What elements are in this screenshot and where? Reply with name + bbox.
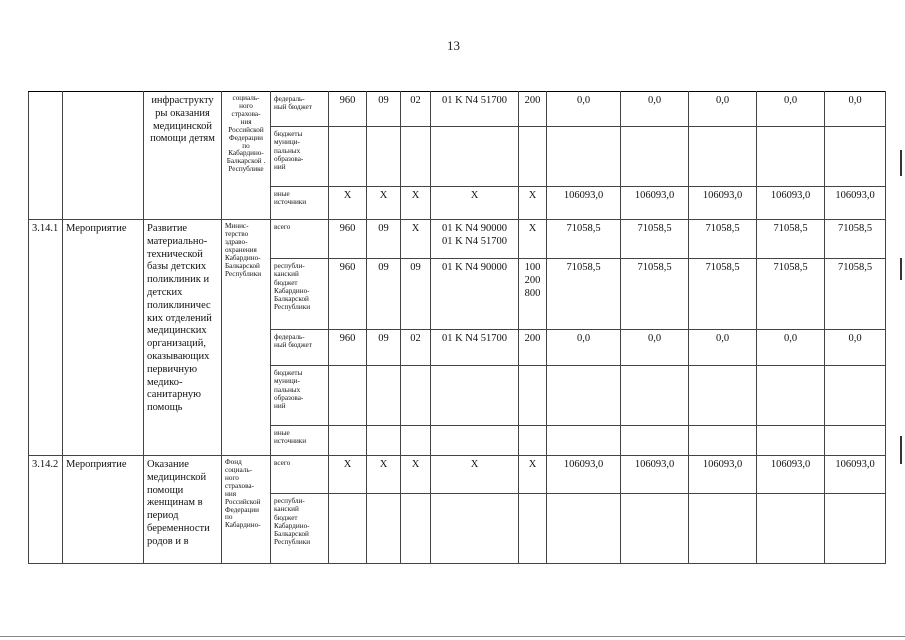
amount-year-5: 106093,0	[825, 456, 886, 494]
amount-year-3: 71058,5	[689, 220, 757, 259]
funding-source: бюджеты муници- пальных образова- ний	[271, 127, 329, 187]
amount-year-5: 71058,5	[825, 259, 886, 330]
target-article-code	[431, 366, 519, 426]
target-article-code: 01 K N4 51700	[431, 330, 519, 366]
target-article-code: X	[431, 456, 519, 494]
funding-source: всего	[271, 220, 329, 259]
subsection-code	[401, 426, 431, 456]
amount-year-2: 0,0	[621, 92, 689, 127]
funding-source: всего	[271, 456, 329, 494]
amount-year-2: 71058,5	[621, 259, 689, 330]
amount-year-5	[825, 366, 886, 426]
grbs-code: X	[329, 456, 367, 494]
expense-type-code	[519, 426, 547, 456]
amount-year-2	[621, 127, 689, 187]
grbs-code	[329, 366, 367, 426]
amount-year-5: 71058,5	[825, 220, 886, 259]
amount-year-1: 106093,0	[547, 187, 621, 220]
amount-year-2	[621, 494, 689, 564]
section-code	[367, 426, 401, 456]
section-code: X	[367, 187, 401, 220]
amount-year-5	[825, 426, 886, 456]
executor-name: Минис- терство здраво- охранения Кабардино- Балкарской Республики	[222, 220, 271, 456]
target-article-code: 01 K N4 90000	[431, 259, 519, 330]
amount-year-1: 0,0	[547, 330, 621, 366]
row-type-cell: Мероприятие	[63, 220, 144, 456]
expense-type-code: 200	[519, 330, 547, 366]
amount-year-4	[757, 366, 825, 426]
section-code: X	[367, 456, 401, 494]
row-number-cell	[29, 92, 63, 220]
table-row	[29, 92, 886, 127]
budget-table	[28, 91, 886, 564]
table-row	[29, 456, 886, 494]
amount-year-4	[757, 494, 825, 564]
row-number-cell: 3.14.2	[29, 456, 63, 564]
funding-source: федераль- ный бюджет	[271, 330, 329, 366]
amount-year-4: 71058,5	[757, 220, 825, 259]
binding-mark	[900, 436, 902, 464]
executor-name: социаль- ного страхова- ния Российской Федерации по Кабардино- Балкарской . Республике	[222, 92, 271, 220]
amount-year-1	[547, 494, 621, 564]
amount-year-1: 0,0	[547, 92, 621, 127]
target-article-code	[431, 127, 519, 187]
row-type-cell	[63, 92, 144, 220]
grbs-code	[329, 127, 367, 187]
measure-name: инфраструкту ры оказания медицинской помощи детям	[144, 92, 222, 220]
section-code: 09	[367, 259, 401, 330]
subsection-code	[401, 494, 431, 564]
target-article-code: 01 K N4 90000 01 K N4 51700	[431, 220, 519, 259]
funding-source: федераль- ный бюджет	[271, 92, 329, 127]
funding-source: бюджеты муници- пальных образова- ний	[271, 366, 329, 426]
subsection-code: 02	[401, 92, 431, 127]
measure-name: Оказание медицинской помощи женщинам в период беременности родов и в	[144, 456, 222, 564]
amount-year-2: 106093,0	[621, 187, 689, 220]
amount-year-2: 71058,5	[621, 220, 689, 259]
expense-type-code: X	[519, 220, 547, 259]
subsection-code: X	[401, 456, 431, 494]
section-code	[367, 127, 401, 187]
amount-year-4: 0,0	[757, 330, 825, 366]
amount-year-2: 106093,0	[621, 456, 689, 494]
grbs-code: 960	[329, 330, 367, 366]
target-article-code	[431, 426, 519, 456]
amount-year-1	[547, 127, 621, 187]
binding-mark	[900, 150, 902, 176]
amount-year-4: 0,0	[757, 92, 825, 127]
section-code: 09	[367, 330, 401, 366]
funding-source: иные источники	[271, 187, 329, 220]
amount-year-1: 71058,5	[547, 220, 621, 259]
row-type-cell: Мероприятие	[63, 456, 144, 564]
subsection-code	[401, 366, 431, 426]
amount-year-5: 0,0	[825, 330, 886, 366]
expense-type-code	[519, 127, 547, 187]
amount-year-4: 106093,0	[757, 187, 825, 220]
table-row	[29, 220, 886, 259]
funding-source: республи- канский бюджет Кабардино- Балкарской Республики	[271, 259, 329, 330]
amount-year-5	[825, 127, 886, 187]
funding-source: республи- канский бюджет Кабардино- Балкарской Республики	[271, 494, 329, 564]
expense-type-code: X	[519, 456, 547, 494]
funding-source: иные источники	[271, 426, 329, 456]
expense-type-code: 100 200 800	[519, 259, 547, 330]
expense-type-code: X	[519, 187, 547, 220]
amount-year-3	[689, 494, 757, 564]
expense-type-code	[519, 494, 547, 564]
amount-year-3: 106093,0	[689, 456, 757, 494]
section-code: 09	[367, 220, 401, 259]
amount-year-5	[825, 494, 886, 564]
subsection-code: 02	[401, 330, 431, 366]
expense-type-code	[519, 366, 547, 426]
amount-year-4: 106093,0	[757, 456, 825, 494]
row-number-cell: 3.14.1	[29, 220, 63, 456]
subsection-code	[401, 127, 431, 187]
amount-year-3: 0,0	[689, 330, 757, 366]
measure-name: Развитие материально-технической базы детских поликлиник и детских поликлиничес ких отделений медицинских организаций, оказывающих первичную медико-санитарную помощь	[144, 220, 222, 456]
section-code: 09	[367, 92, 401, 127]
grbs-code: 960	[329, 259, 367, 330]
amount-year-1	[547, 426, 621, 456]
amount-year-2: 0,0	[621, 330, 689, 366]
amount-year-4	[757, 127, 825, 187]
amount-year-1	[547, 366, 621, 426]
grbs-code	[329, 426, 367, 456]
page-number: 13	[447, 38, 460, 53]
amount-year-1: 71058,5	[547, 259, 621, 330]
executor-name: Фонд социаль- ного страхова- ния Российской Федерации по Кабардино-	[222, 456, 271, 564]
subsection-code: X	[401, 220, 431, 259]
target-article-code: X	[431, 187, 519, 220]
amount-year-2	[621, 426, 689, 456]
section-code	[367, 366, 401, 426]
amount-year-2	[621, 366, 689, 426]
scan-edge-line	[0, 636, 905, 637]
amount-year-4: 71058,5	[757, 259, 825, 330]
amount-year-1: 106093,0	[547, 456, 621, 494]
section-code	[367, 494, 401, 564]
binding-mark	[900, 258, 902, 280]
amount-year-5: 106093,0	[825, 187, 886, 220]
amount-year-3	[689, 127, 757, 187]
expense-type-code: 200	[519, 92, 547, 127]
amount-year-4	[757, 426, 825, 456]
grbs-code: X	[329, 187, 367, 220]
amount-year-3: 71058,5	[689, 259, 757, 330]
grbs-code: 960	[329, 220, 367, 259]
subsection-code: 09	[401, 259, 431, 330]
subsection-code: X	[401, 187, 431, 220]
target-article-code: 01 K N4 51700	[431, 92, 519, 127]
amount-year-3: 0,0	[689, 92, 757, 127]
target-article-code	[431, 494, 519, 564]
amount-year-3	[689, 366, 757, 426]
grbs-code	[329, 494, 367, 564]
amount-year-5: 0,0	[825, 92, 886, 127]
amount-year-3: 106093,0	[689, 187, 757, 220]
amount-year-3	[689, 426, 757, 456]
grbs-code: 960	[329, 92, 367, 127]
